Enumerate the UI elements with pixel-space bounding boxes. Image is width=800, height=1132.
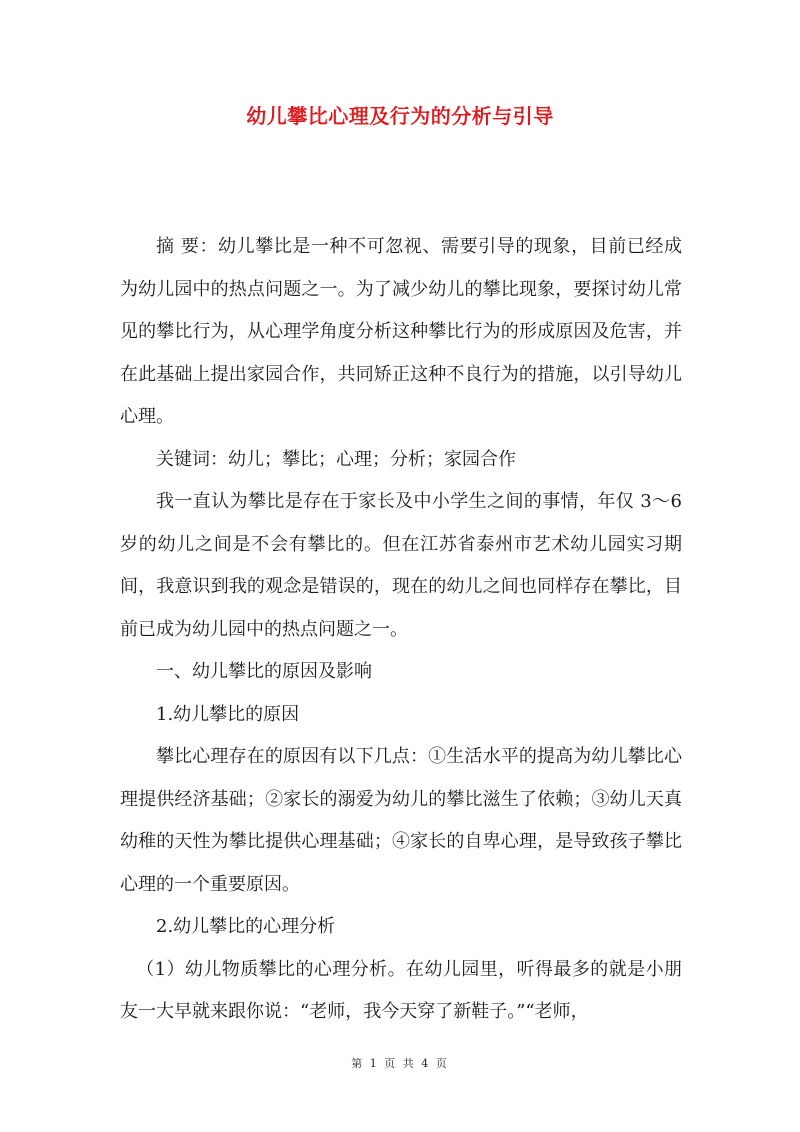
abstract-paragraph: 摘 要：幼儿攀比是一种不可忽视、需要引导的现象，目前已经成为幼儿园中的热点问题之一。为了减少幼儿的攀比现象，要探讨幼儿常见的攀比行为，从心理学角度分析这种攀比行为的形成原因及危害，并在此基础上提出家园合作，共同矫正这种不良行为的措施，以引导幼儿心理。 xyxy=(120,236,682,427)
page-footer: 第 1 页 共 4 页 xyxy=(351,1057,449,1070)
subsection-heading: 1.幼儿攀比的原因 xyxy=(156,703,300,725)
document-title: 幼儿攀比心理及行为的分析与引导 xyxy=(246,104,554,128)
keywords-paragraph: 关键词：幼儿；攀比；心理；分析；家园合作 xyxy=(156,448,516,470)
document-body xyxy=(120,226,682,1034)
causes-paragraph: 攀比心理存在的原因有以下几点：①生活水平的提高为幼儿攀比心理提供经济基础；②家长的溺爱为幼儿的攀比滋生了依赖；③幼儿天真幼稚的天性为攀比提供心理基础；④家长的自卑心理，是导致孩子攀比心理的一个重要原因。 xyxy=(120,746,682,895)
analysis-paragraph: （1）幼儿物质攀比的心理分析。在幼儿园里，听得最多的就是小朋友一大早就来跟你说：“老师，我今天穿了新鞋子。”“老师， xyxy=(120,958,682,1022)
section-heading: 一、幼儿攀比的原因及影响 xyxy=(156,661,372,682)
intro-paragraph: 我一直认为攀比是存在于家长及中小学生之间的事情，年仅 3～6 岁的幼儿之间是不会有攀比的。但在江苏省泰州市艺术幼儿园实习期间，我意识到我的观念是错误的，现在的幼儿之间也同样存在攀比，目前已成为幼儿园中的热点问题之一。 xyxy=(120,491,682,640)
subsection-heading: 2.幼儿攀比的心理分析 xyxy=(156,916,336,937)
